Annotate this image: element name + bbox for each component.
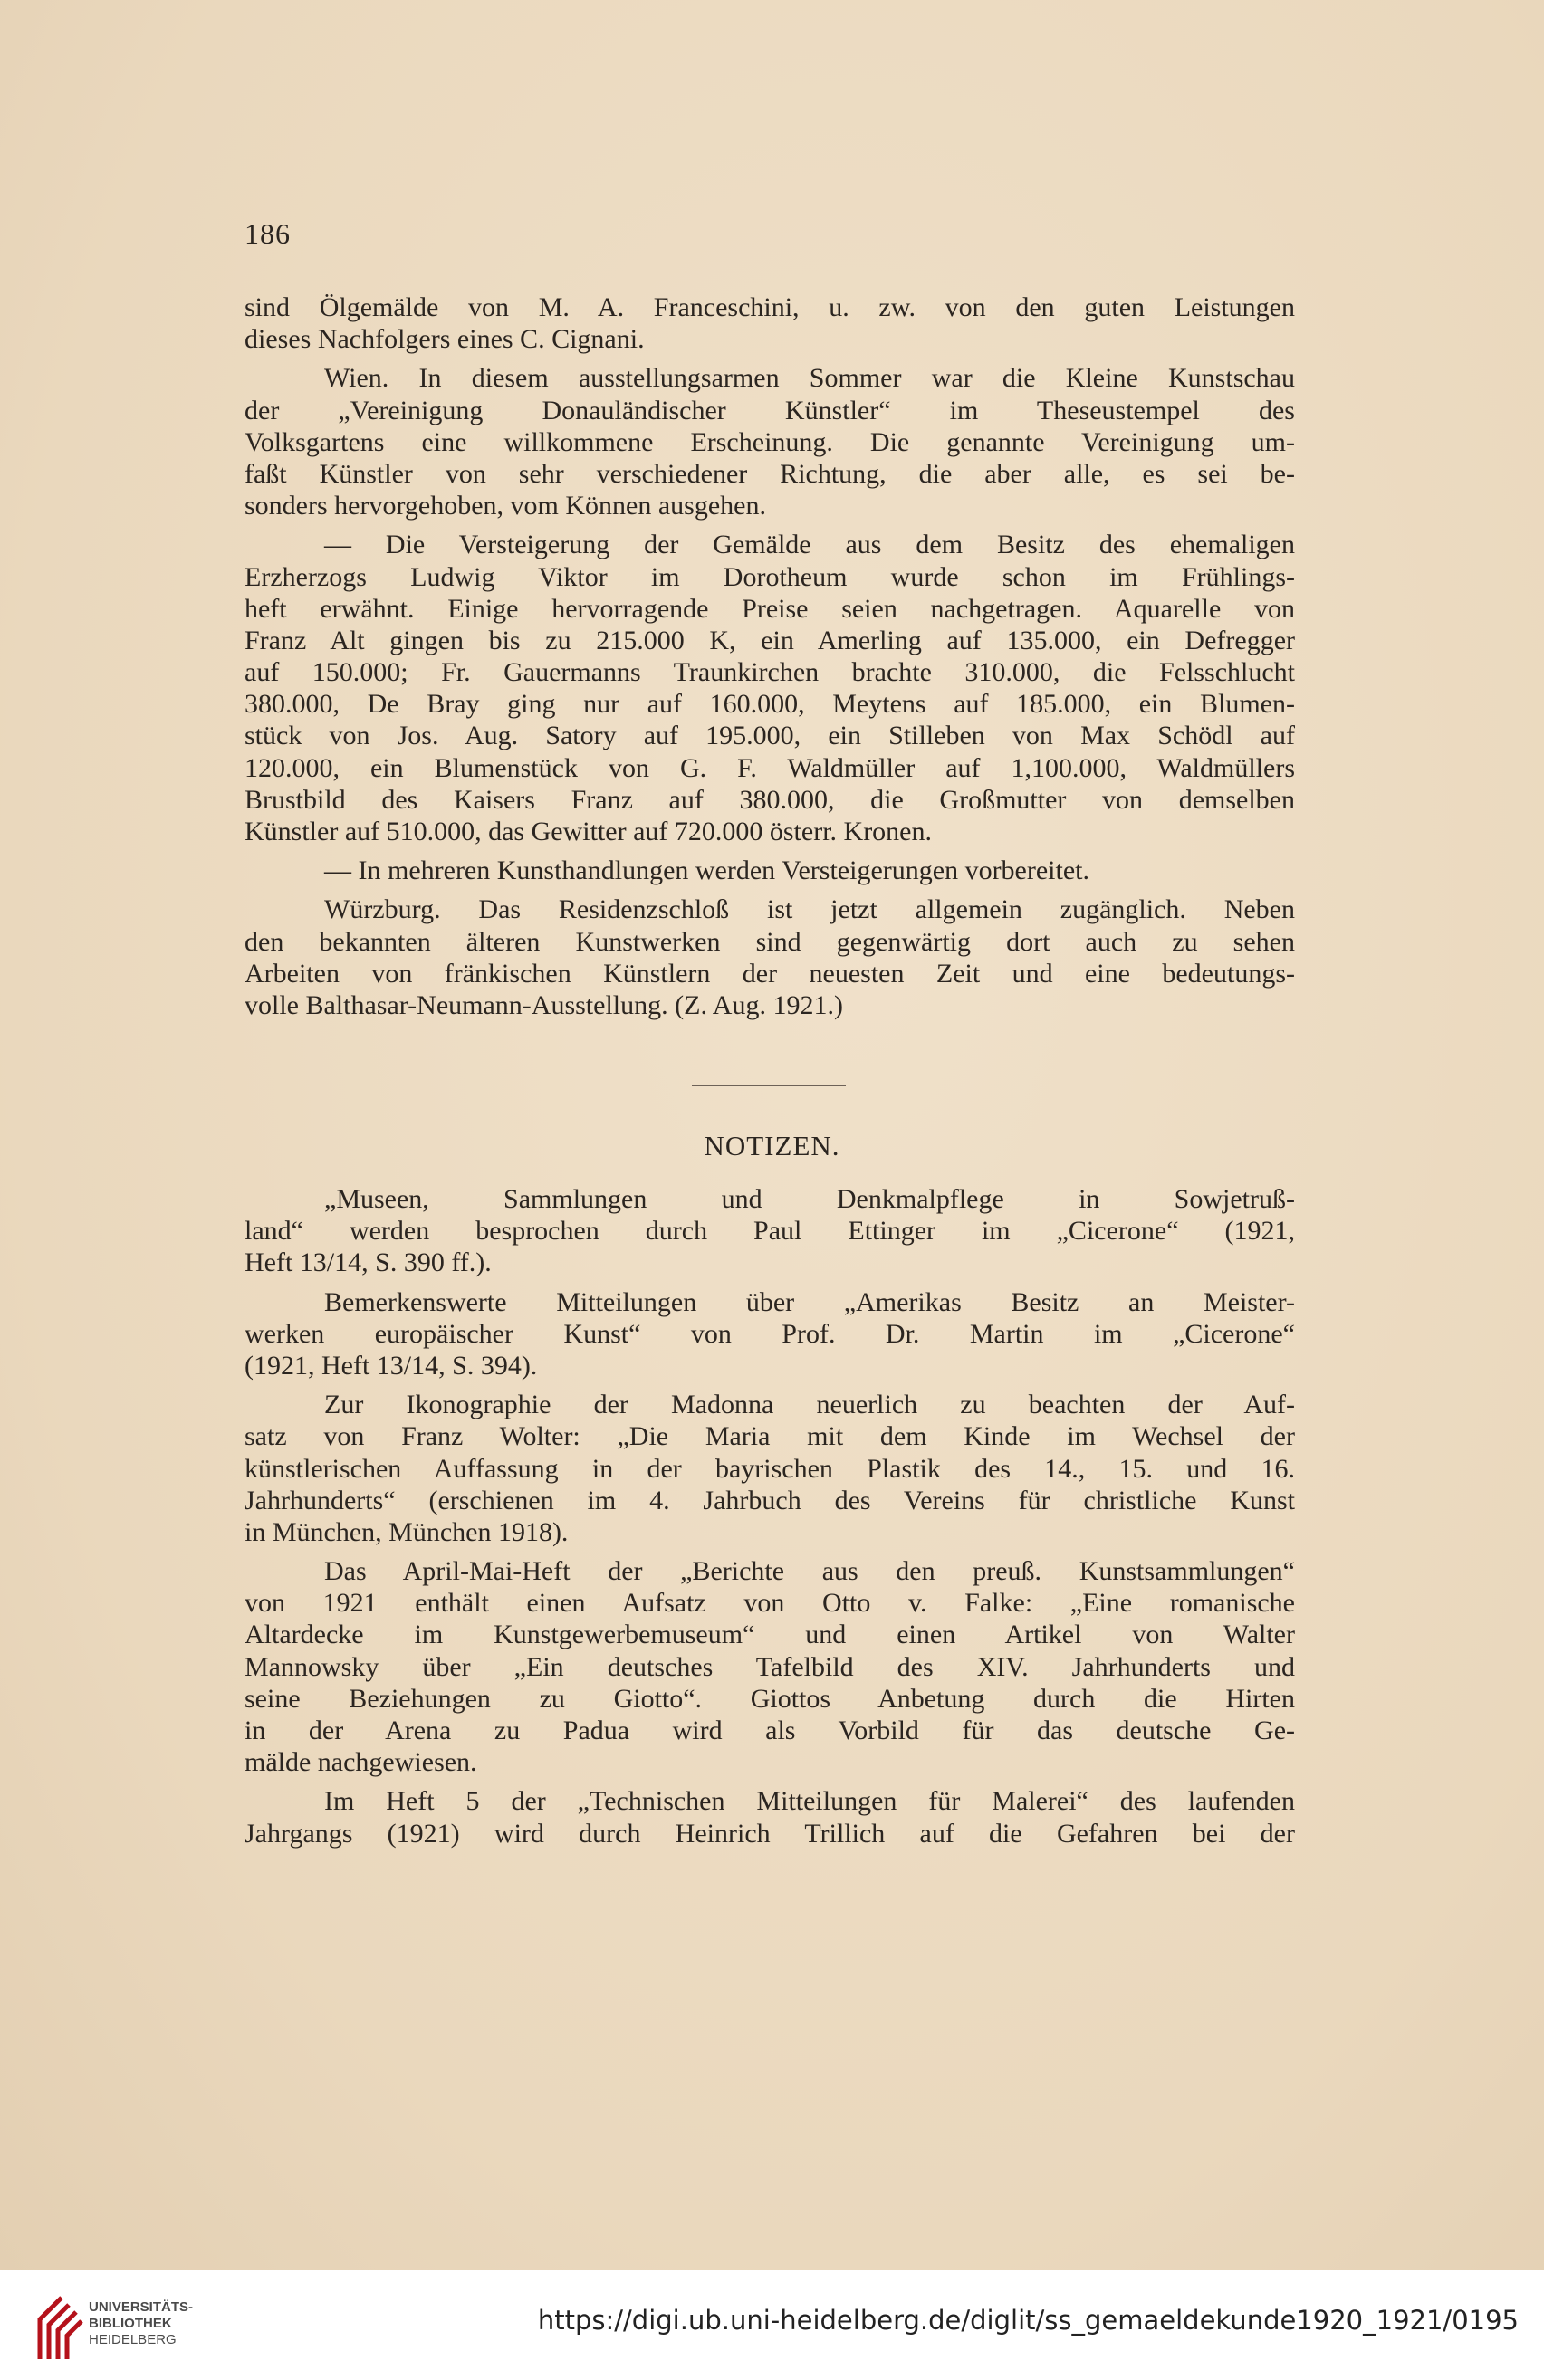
text-line: — Die Versteigerung der Gemälde aus dem Besitz des ehemaligen [324, 530, 1295, 560]
notes-text [245, 1183, 1295, 1850]
text-line: auf 150.000; Fr. Gauermanns Traunkirchen brachte 310.000, die Felsschlucht [245, 657, 1295, 688]
text-line: faßt Künstler von sehr verschiedener Richtung, die aber alle, es sei be- [245, 458, 1295, 489]
text-line: heft erwähnt. Einige hervorragende Preise seien nachgetragen. Aquarelle von [245, 593, 1295, 624]
text-line: Jahrhunderts“ (erschienen im 4. Jahrbuch des Vereins für christliche Kunst [245, 1485, 1295, 1515]
section-divider [692, 1085, 846, 1086]
paragraph [245, 1555, 1295, 1778]
text-line: Mannowsky über „Ein deutsches Tafelbild des XIV. Jahrhunderts und [245, 1651, 1295, 1682]
text-line: land“ werden besprochen durch Paul Ettinger im „Cicerone“ (1921, [245, 1216, 1295, 1247]
text-line: in München, München 1918). [245, 1516, 569, 1547]
paragraph [245, 894, 1295, 1021]
text-line: mälde nachgewiesen. [245, 1747, 477, 1778]
text-line: in der Arena zu Padua wird als Vorbild für das deutsche Ge- [245, 1716, 1295, 1745]
text-line: den bekannten älteren Kunstwerken sind gegenwärtig dort auch zu sehen [245, 926, 1295, 957]
text-line: 380.000, De Bray ging nur auf 160.000, Meytens auf 185.000, ein Blumen- [245, 689, 1295, 720]
library-name-line: HEIDELBERG [89, 2332, 177, 2347]
library-name-line: BIBLIOTHEK [89, 2316, 172, 2331]
paragraph [245, 529, 1295, 847]
text-line: Franz Alt gingen bis zu 215.000 K, ein Amerling auf 135.000, ein Defregger [245, 625, 1295, 655]
section-heading: NOTIZEN. [704, 1130, 840, 1161]
text-line: sind Ölgemälde von M. A. Franceschini, u. zw. von den guten Leistungen [245, 292, 1295, 322]
text-line: „Museen, Sammlungen und Denkmalpflege in Sowjetruß- [324, 1184, 1295, 1214]
paragraph [245, 1785, 1295, 1849]
text-line: Wien. In diesem ausstellungsarmen Sommer war die Kleine Kunstschau [324, 363, 1295, 394]
paragraph [245, 362, 1295, 521]
text-line: künstlerischen Auffassung in der bayrischen Plastik des 14., 15. und 16. [245, 1453, 1295, 1484]
text-line: werken europäischer Kunst“ von Prof. Dr. Martin im „Cicerone“ [245, 1318, 1295, 1349]
ub-heidelberg-logo-icon [34, 2287, 85, 2363]
paragraph [245, 1389, 1295, 1548]
library-name [89, 2299, 193, 2348]
paragraph [245, 1183, 1295, 1279]
text-line: Bemerkenswerte Mitteilungen über „Amerikas Besitz an Meister- [324, 1286, 1295, 1317]
text-line: Brustbild des Kaisers Franz auf 380.000, die Großmutter von demselben [245, 784, 1295, 815]
text-line: dieses Nachfolgers eines C. Cignani. [245, 324, 645, 355]
text-line: (1921, Heft 13/14, S. 394). [245, 1350, 538, 1381]
text-line: stück von Jos. Aug. Satory auf 195.000, ein Stilleben von Max Schödl auf [245, 721, 1295, 751]
text-line: — In mehreren Kunsthandlungen werden Versteigerungen vorbereitet. [324, 855, 1089, 886]
text-line: Arbeiten von fränkischen Künstlern der neuesten Zeit und eine bedeutungs- [245, 958, 1295, 989]
text-line: Im Heft 5 der „Technischen Mitteilungen für Malerei“ des laufenden [324, 1786, 1295, 1817]
text-line: satz von Franz Wolter: „Die Maria mit dem Kinde im Wechsel der [245, 1421, 1295, 1452]
text-line: Das April-Mai-Heft der „Berichte aus den preuß. Kunstsammlungen“ [324, 1556, 1295, 1587]
text-line: sonders hervorgehoben, vom Können ausgehen. [245, 491, 766, 521]
paragraph [245, 855, 1295, 886]
text-line: Künstler auf 510.000, das Gewitter auf 720.000 österr. Kronen. [245, 817, 932, 846]
library-name-line: UNIVERSITÄTS- [89, 2299, 194, 2315]
text-line: 120.000, ein Blumenstück von G. F. Waldmüller auf 1,100.000, Waldmüllers [245, 752, 1295, 783]
article-text [245, 292, 1295, 1021]
text-line: Volksgartens eine willkommene Erscheinung. Die genannte Vereinigung um- [245, 426, 1295, 457]
library-footer [0, 2270, 1544, 2380]
text-line: Zur Ikonographie der Madonna neuerlich zu beachten der Auf- [324, 1390, 1295, 1420]
text-line: Heft 13/14, S. 390 ff.). [245, 1247, 492, 1278]
paragraph [245, 292, 1295, 355]
text-line: Würzburg. Das Residenzschloß ist jetzt allgemein zugänglich. Neben [324, 894, 1295, 925]
text-line: Erzherzogs Ludwig Viktor im Dorotheum wurde schon im Frühlings- [245, 561, 1295, 592]
text-line: Altardecke im Kunstgewerbemuseum“ und einen Artikel von Walter [245, 1620, 1295, 1650]
text-line: der „Vereinigung Donauländischer Künstler“ im Theseustempel des [245, 395, 1295, 425]
page-number: 186 [245, 217, 291, 250]
text-line: seine Beziehungen zu Giotto“. Giottos Anbetung durch die Hirten [245, 1683, 1295, 1714]
text-line: Jahrgangs (1921) wird durch Heinrich Trillich auf die Gefahren bei der [245, 1818, 1295, 1849]
source-url-link[interactable]: https://digi.ub.uni-heidelberg.de/diglit/ss_gemaeldekunde1920_1921/0195 [537, 2305, 1519, 2336]
text-line: von 1921 enthält einen Aufsatz von Otto v. Falke: „Eine romanische [245, 1588, 1295, 1619]
text-line: volle Balthasar-Neumann-Ausstellung. (Z. Aug. 1921.) [245, 989, 843, 1020]
paragraph [245, 1286, 1295, 1382]
